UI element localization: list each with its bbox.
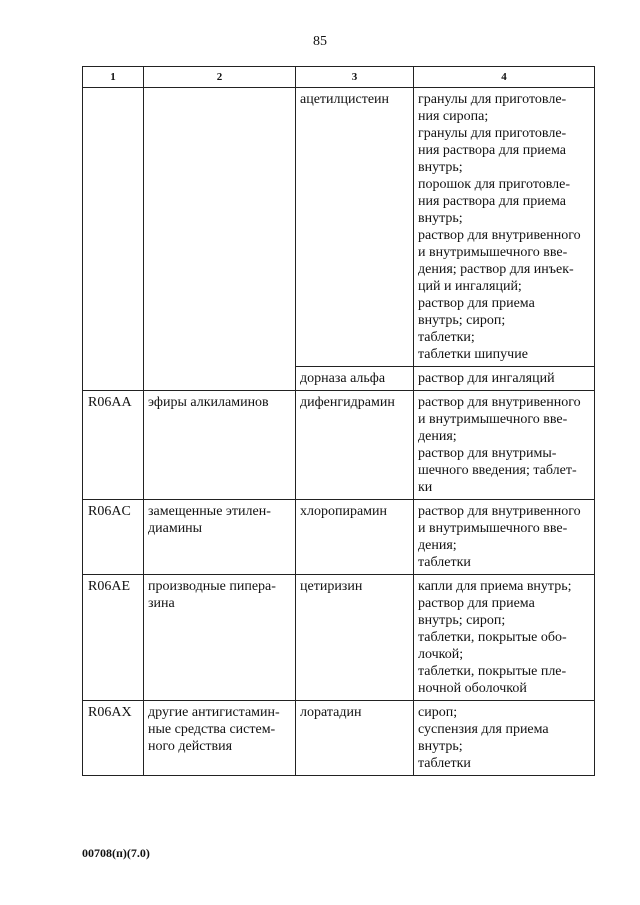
page-number: 85: [313, 34, 327, 49]
atc-code: R06AX: [88, 705, 132, 720]
group-cell: [144, 575, 296, 701]
table-row: [83, 701, 595, 776]
form-line: гранулы для приготовле-: [418, 92, 567, 107]
form-line: ния сиропа;: [418, 109, 489, 124]
group-line: диамины: [148, 521, 203, 536]
column-header: 3: [296, 67, 414, 88]
form-line: ций и ингаляций;: [418, 279, 522, 294]
form-line: таблетки;: [418, 330, 475, 345]
forms-cell: [414, 391, 595, 500]
atc-code: R06AC: [88, 504, 131, 519]
substance-cell: [296, 575, 414, 701]
document-code: 00708(п)(7.0): [82, 846, 150, 860]
form-line: раствор для внутривенного: [418, 228, 581, 243]
substance-name: хлоропирамин: [300, 504, 388, 519]
group-line: другие антигистамин-: [148, 705, 280, 720]
form-line: таблетки, покрытые пле-: [418, 664, 567, 679]
substance-name: дорназа альфа: [300, 371, 386, 386]
atc-code: R06AA: [88, 395, 132, 410]
substance-name: ацетилцистеин: [300, 92, 390, 107]
column-header: 2: [144, 67, 296, 88]
substance-cell: [296, 88, 414, 367]
atc-code-cell: [83, 391, 144, 500]
atc-code-cell: [83, 500, 144, 575]
form-line: таблетки, покрытые обо-: [418, 630, 567, 645]
form-line: таблетки: [418, 555, 471, 570]
form-line: внутрь; сироп;: [418, 613, 506, 628]
form-line: дения;: [418, 429, 457, 444]
atc-code-cell: [83, 575, 144, 701]
table-row: [83, 500, 595, 575]
form-line: шечного введения; таблет-: [418, 463, 577, 478]
forms-cell: [414, 88, 595, 367]
table-row: [83, 575, 595, 701]
form-line: и внутримышечного вве-: [418, 521, 568, 536]
substance-name: дифенгидрамин: [300, 395, 395, 410]
substance-cell: [296, 500, 414, 575]
form-line: ния раствора для приема: [418, 143, 566, 158]
atc-code-cell: [83, 88, 144, 391]
form-line: раствор для внутривенного: [418, 504, 581, 519]
group-line: ные средства систем-: [148, 722, 276, 737]
forms-cell: [414, 367, 595, 391]
form-line: гранулы для приготовле-: [418, 126, 567, 141]
forms-cell: [414, 500, 595, 575]
form-line: ночной оболочкой: [418, 681, 527, 696]
form-line: порошок для приготовле-: [418, 177, 571, 192]
substance-name: цетиризин: [300, 579, 363, 594]
group-cell: [144, 391, 296, 500]
form-line: ния раствора для приема: [418, 194, 566, 209]
form-line: раствор для внутривенного: [418, 395, 581, 410]
group-cell: [144, 500, 296, 575]
group-cell: [144, 701, 296, 776]
substance-cell: [296, 367, 414, 391]
form-line: и внутримышечного вве-: [418, 245, 568, 260]
form-line: капли для приема внутрь;: [418, 579, 572, 594]
form-line: внутрь; сироп;: [418, 313, 506, 328]
atc-code-cell: [83, 701, 144, 776]
form-line: дения; раствор для инъек-: [418, 262, 574, 277]
substance-cell: [296, 701, 414, 776]
form-line: внутрь;: [418, 211, 463, 226]
form-line: дения;: [418, 538, 457, 553]
form-line: раствор для приема: [418, 596, 535, 611]
column-header: 4: [414, 67, 595, 88]
column-header: 1: [83, 67, 144, 88]
form-line: сироп;: [418, 705, 458, 720]
group-line: эфиры алкиламинов: [148, 395, 269, 410]
table-header-row: [83, 67, 595, 88]
group-line: ного действия: [148, 739, 233, 754]
group-line: замещенные этилен-: [148, 504, 271, 519]
forms-cell: [414, 575, 595, 701]
substance-cell: [296, 391, 414, 500]
form-line: таблетки шипучие: [418, 347, 528, 362]
group-line: производные пипера-: [148, 579, 276, 594]
atc-code: R06AE: [88, 579, 130, 594]
drug-table: [82, 66, 595, 776]
form-line: ки: [418, 480, 433, 495]
form-line: и внутримышечного вве-: [418, 412, 568, 427]
form-line: внутрь;: [418, 160, 463, 175]
substance-name: лоратадин: [300, 705, 362, 720]
group-line: зина: [148, 596, 175, 611]
table-row: [83, 88, 595, 367]
form-line: таблетки: [418, 756, 471, 771]
form-line: раствор для приема: [418, 296, 535, 311]
form-line: раствор для ингаляций: [418, 371, 555, 386]
group-cell: [144, 88, 296, 391]
form-line: раствор для внутримы-: [418, 446, 557, 461]
table-row: [83, 391, 595, 500]
forms-cell: [414, 701, 595, 776]
form-line: внутрь;: [418, 739, 463, 754]
form-line: суспензия для приема: [418, 722, 549, 737]
form-line: лочкой;: [418, 647, 464, 662]
